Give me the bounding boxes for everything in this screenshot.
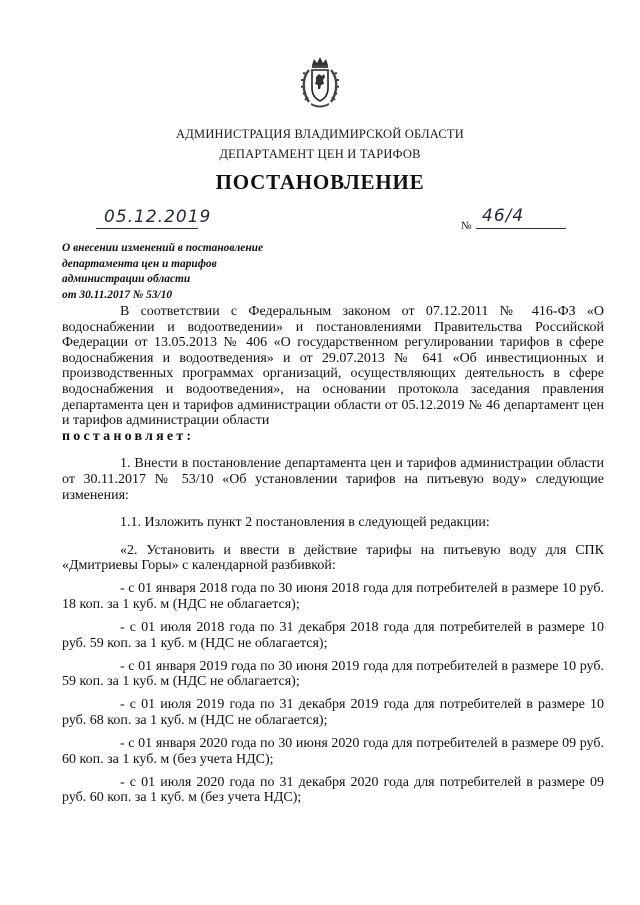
department-name: ДЕПАРТАМЕНТ ЦЕН И ТАРИФОВ — [219, 147, 421, 161]
subject-line: О внесении изменений в постановление — [62, 242, 264, 254]
tariff-item: - с 01 июля 2019 года по 31 декабря 2019 года для потребителей в размере 10 руб. 68 коп. за 1 куб. м (НДС не облагается); — [62, 697, 604, 729]
item-2: «2. Установить и ввести в действие тарифы на питьевую воду для СПК «Дмитриевы Горы» с календарной разбивкой: — [62, 542, 604, 574]
coat-of-arms-icon — [299, 56, 341, 110]
number-label: № — [461, 220, 472, 232]
document-date: 05.12.2019 — [104, 207, 212, 227]
preamble-paragraph: В соответствии с Федеральным законом от 07.12.2011 № 416-ФЗ «О водоснабжении и водоотведении» и постановлениями Правительства Российской Федерации от 13.05.2013 № 406 «О государственном регулировании тарифов в сфере водоснабжения и водоотведения» и от 29.07.2013 № 641 «Об инвестиционных и производственных программах организаций, осуществляющих деятельность в сфере водоснабжения и водоотведения», на основании протокола заседания правления департамента цен и тарифов администрации области от 05.12.2019 № 46 департамент цен и тарифов администрации области — [62, 304, 604, 429]
tariff-item: - с 01 января 2020 года по 30 июня 2020 года для потребителей в размере 09 руб. 60 коп. за 1 куб. м (без учета НДС); — [62, 736, 604, 767]
document-body — [62, 304, 604, 806]
subject-line: департамента цен и тарифов — [62, 257, 217, 270]
tariff-item: - с 01 января 2019 года по 30 июня 2019 года для потребителей в размере 10 руб. 59 коп. за 1 куб. м (НДС не облагается); — [62, 658, 604, 690]
document-number: 46/4 — [482, 206, 525, 226]
tariff-item: - с 01 июля 2020 года по 31 декабря 2020 года для потребителей в размере 09 руб. 60 коп. за 1 куб. м (без учета НДС); — [62, 774, 604, 806]
subject-line: от 30.11.2017 № 53/10 — [62, 288, 173, 301]
document-subject — [62, 241, 322, 303]
date-underline — [96, 228, 198, 229]
tariff-item: - с 01 июля 2018 года по 31 декабря 2018 года для потребителей в размере 10 руб. 59 коп. за 1 куб. м (НДС не облагается); — [62, 620, 604, 651]
subject-line: администрации области — [62, 273, 191, 285]
tariff-item: - с 01 января 2018 года по 30 июня 2018 года для потребителей в размере 10 руб. 18 коп. за 1 куб. м (НДС не облагается); — [62, 581, 604, 612]
organization-name: АДМИНИСТРАЦИЯ ВЛАДИМИРСКОЙ ОБЛАСТИ — [176, 127, 464, 141]
document-title: ПОСТАНОВЛЕНИЕ — [215, 170, 425, 194]
item-1-1: 1.1. Изложить пункт 2 постановления в следующей редакции: — [120, 515, 490, 531]
number-underline — [476, 228, 566, 229]
item-1: 1. Внести в постановление департамента цен и тарифов администрации области от 30.11.2017 № 53/10 «Об установлении тарифов на питьевую воду» следующие изменения: — [62, 456, 604, 503]
decree-word: постановляет: — [62, 428, 195, 444]
